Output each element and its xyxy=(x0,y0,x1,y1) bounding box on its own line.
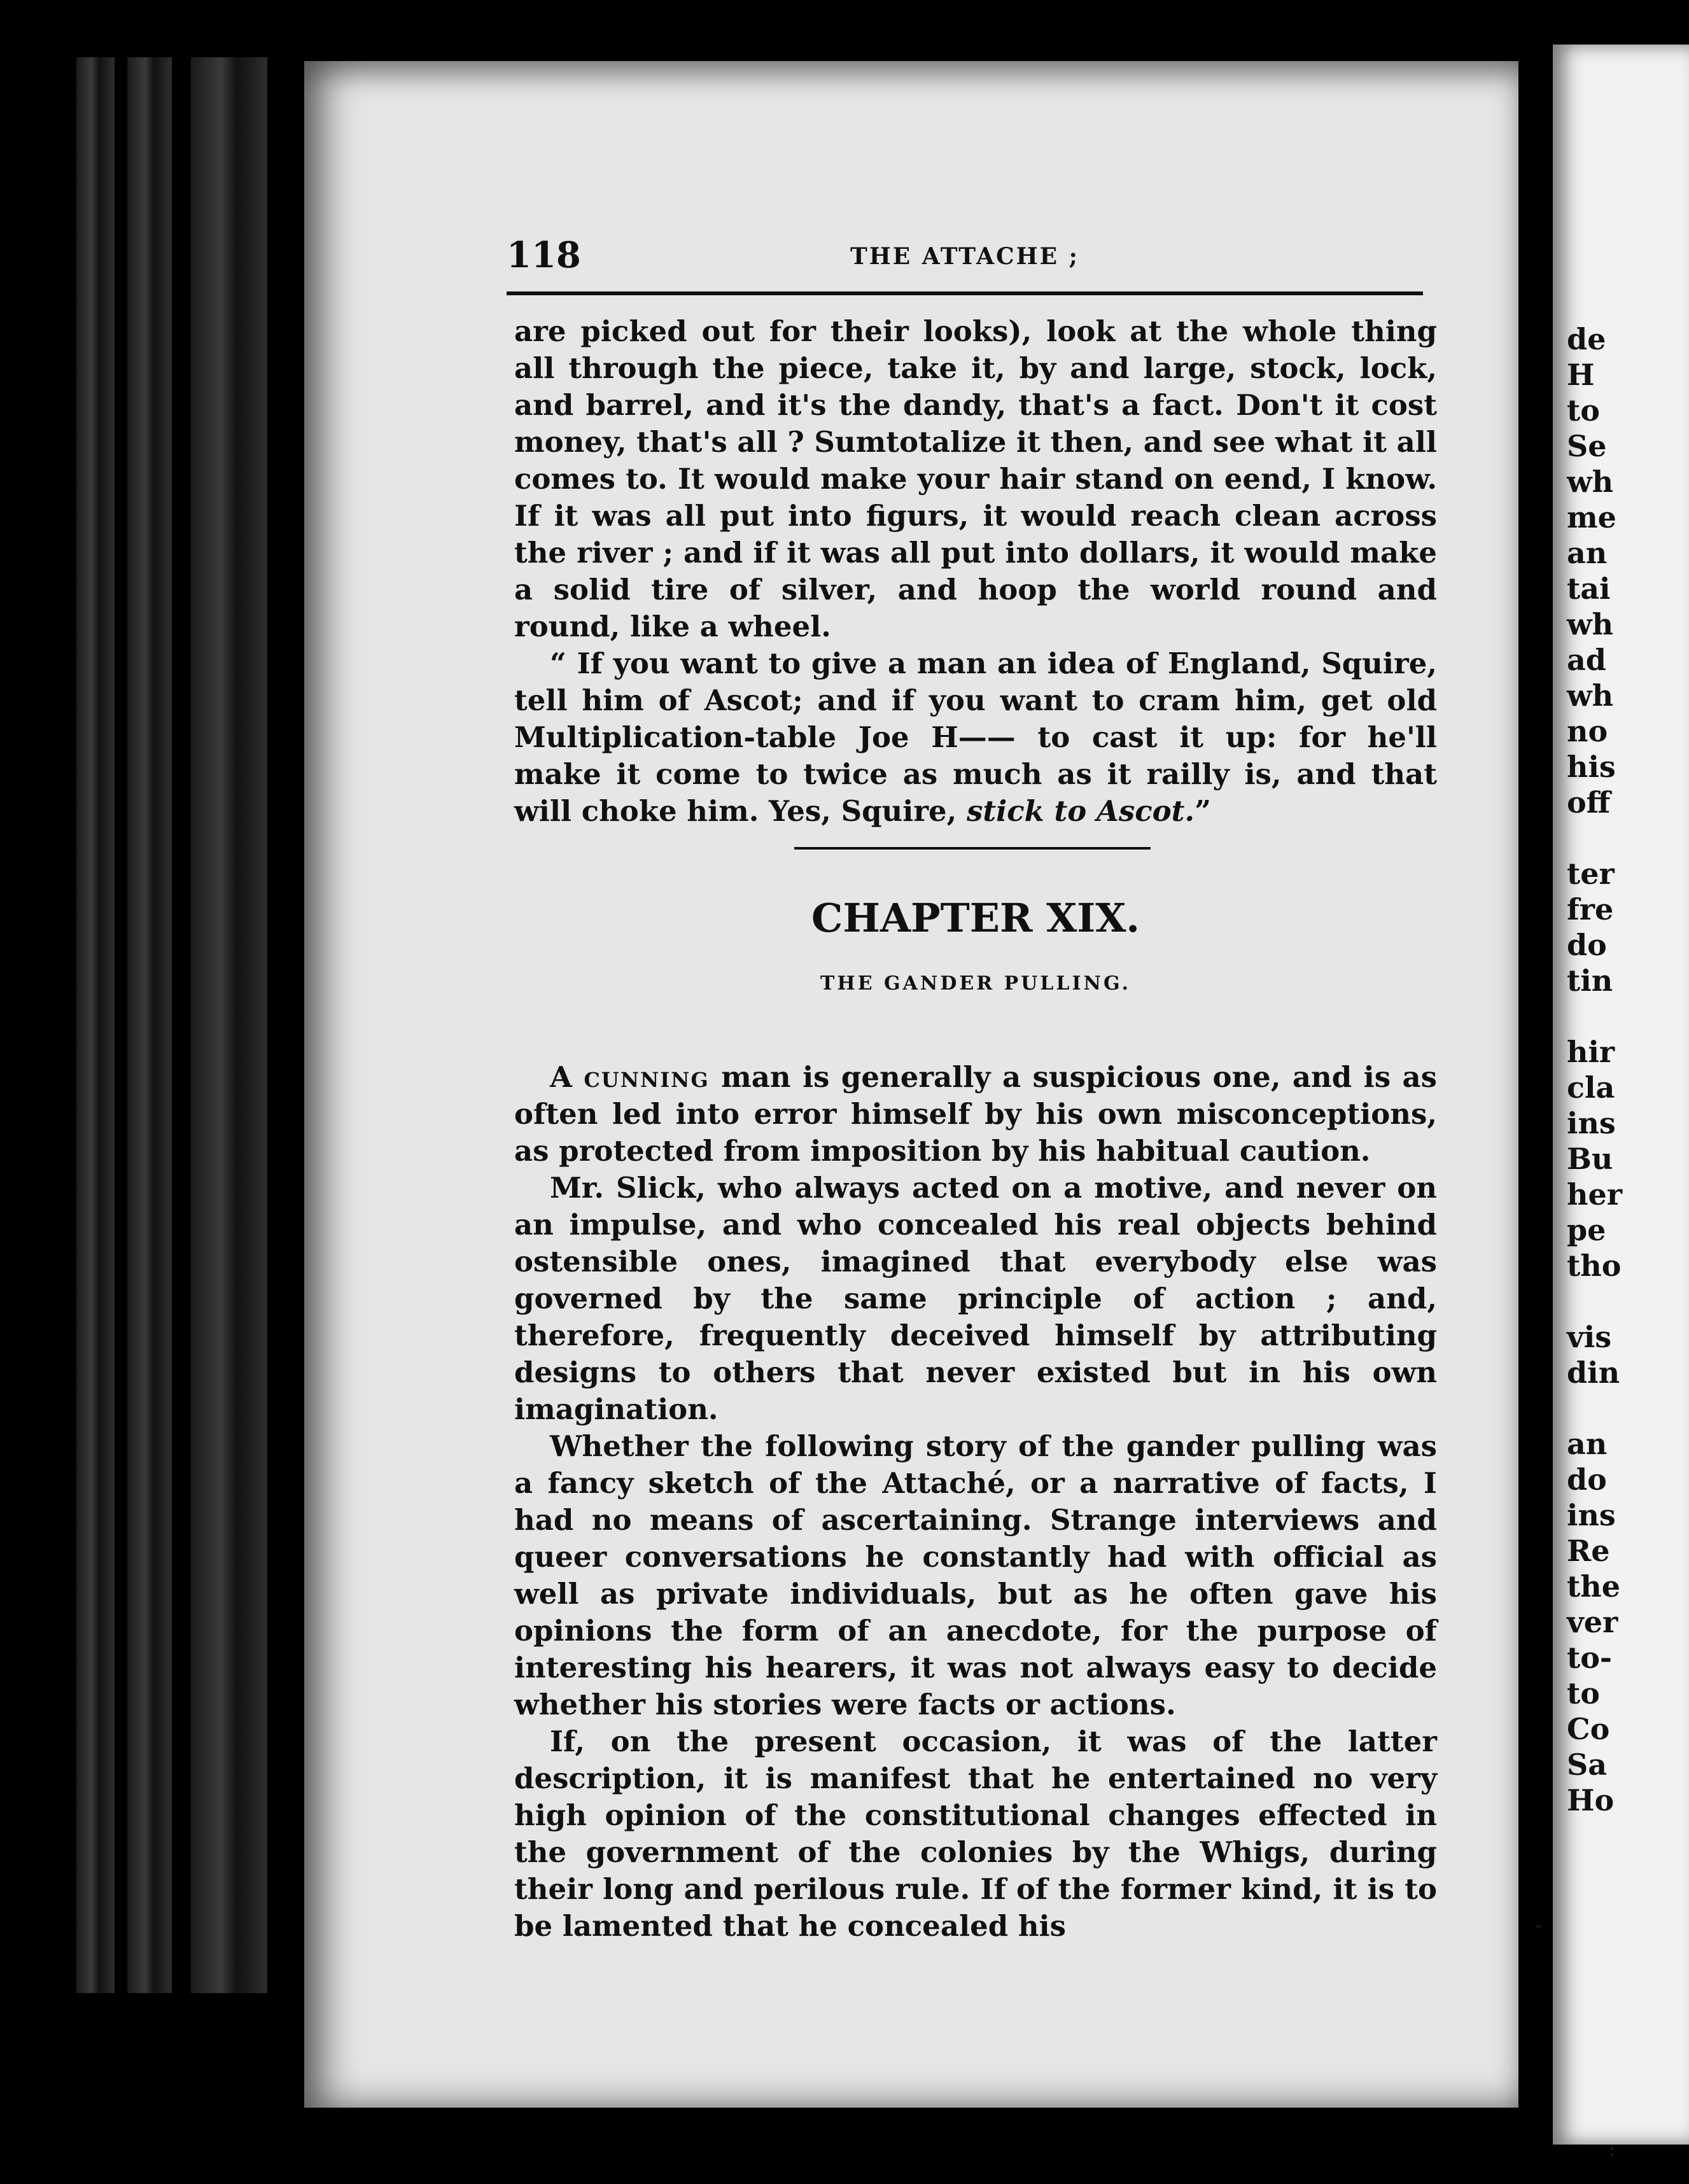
paragraph-text: A xyxy=(550,1060,584,1094)
facing-page-fragment: ter xyxy=(1567,857,1615,891)
chapter-body xyxy=(514,1059,1437,1945)
facing-page-fragment: to xyxy=(1567,393,1600,428)
paragraph xyxy=(514,1059,1437,1170)
facing-page-fragment: the xyxy=(1567,1569,1620,1604)
facing-page-fragment: to xyxy=(1567,1676,1600,1711)
facing-page-fragment: Bu xyxy=(1567,1142,1613,1176)
scan-speck: ″ xyxy=(1535,1922,1543,1944)
facing-page-fragment: do xyxy=(1567,928,1607,962)
book-page xyxy=(304,61,1518,2108)
facing-page-fragment: Sa xyxy=(1567,1747,1608,1782)
page-edge-band xyxy=(76,57,115,1993)
facing-page-fragment: hir xyxy=(1567,1035,1615,1069)
facing-page-fragment: ins xyxy=(1567,1106,1616,1140)
paragraph-text: “ If you want to give a man an idea of England, Squire, tell him of Ascot; and if you want to cram him, get old Multiplication-table Joe H—— to cast it up: for he'll make it come to twice as much as it railly is, and that will choke him. Yes, Squire, xyxy=(514,647,1437,828)
running-title: THE ATTACHE ; xyxy=(850,243,1079,270)
facing-page-fragment: an xyxy=(1567,536,1608,570)
facing-page-fragment: an xyxy=(1567,1427,1608,1461)
facing-page-fragment: ad xyxy=(1567,643,1606,677)
facing-page-fragment: din xyxy=(1567,1355,1620,1390)
facing-page-fragment: to- xyxy=(1567,1641,1613,1675)
chapter-subtitle: THE GANDER PULLING. xyxy=(820,972,1131,995)
facing-page-fragment: tho xyxy=(1567,1249,1622,1283)
facing-page-fragment: his xyxy=(1567,750,1616,784)
facing-page-fragment: tin xyxy=(1567,963,1613,998)
facing-page-fragment: Se xyxy=(1567,429,1607,463)
facing-page-fragment: cla xyxy=(1567,1070,1615,1105)
facing-page-fragment: Re xyxy=(1567,1534,1610,1568)
facing-page-fragment: ver xyxy=(1567,1605,1618,1639)
facing-page-fragment: me xyxy=(1567,500,1616,535)
paragraph xyxy=(514,645,1437,830)
paragraph: Whether the following story of the gander pulling was a fancy sketch of the Attaché, or a narrative of facts, I had no means of ascertaining. Strange interviews and queer conversations he constantly had with official as well as private individuals, but as he often gave his opinions the form of an anecdote, for the purpose of interesting his hearers, it was not always easy to decide whether his stories were facts or actions. xyxy=(514,1429,1437,1721)
page-edge-band xyxy=(127,57,172,1993)
italic-phrase: stick to Ascot. xyxy=(967,794,1195,828)
facing-page-fragment: H xyxy=(1567,358,1595,392)
page-number: 118 xyxy=(507,234,581,276)
facing-page-fragment: off xyxy=(1567,785,1611,820)
page-header xyxy=(507,234,1493,279)
header-rule xyxy=(507,291,1423,295)
scan-speck: : xyxy=(1609,2138,1616,2160)
closing-quote: ” xyxy=(1195,794,1211,828)
paragraph: Mr. Slick, who always acted on a motive, and never on an impulse, and who concealed his real objects behind ostensible ones, imagined that everybody else was governed by the same principle of action ; and, therefore, frequently deceived himself by attributing designs to others that never existed but in his own imagination. xyxy=(514,1171,1437,1426)
facing-page-fragment: no xyxy=(1567,714,1608,748)
facing-page-fragment: wh xyxy=(1567,607,1614,641)
facing-page-fragment: fre xyxy=(1567,892,1614,927)
chapter-title: CHAPTER XIX. xyxy=(811,895,1140,941)
facing-page-fragment: wh xyxy=(1567,678,1614,713)
facing-page-fragment: her xyxy=(1567,1177,1622,1212)
facing-page-fragment: Co xyxy=(1567,1712,1610,1746)
continued-text xyxy=(514,313,1437,830)
section-rule xyxy=(794,847,1151,850)
facing-page-fragment: de xyxy=(1567,322,1606,356)
paragraph: If, on the present occasion, it was of the latter description, it is manifest that he entertained no very high opinion of the constitutional changes effected in the government of the colonies by the Whigs, during their long and perilous rule. If of the former kind, it is to be lamented that he concealed his xyxy=(514,1725,1437,1943)
facing-page-fragment: wh xyxy=(1567,465,1614,499)
facing-page-fragment: ins xyxy=(1567,1498,1616,1532)
facing-page-fragment: Ho xyxy=(1567,1783,1615,1817)
facing-page-fragment: pe xyxy=(1567,1213,1606,1247)
facing-page xyxy=(1553,45,1689,2145)
paragraph-text: man is generally a suspicious one, and is as often led into error himself by his own misconceptions, as protected from imposition by his habitual caution. xyxy=(514,1060,1437,1168)
smallcaps-word: cunning xyxy=(584,1060,710,1094)
paragraph: are picked out for their looks), look at the whole thing all through the piece, take it, by and large, stock, lock, and barrel, and it's the dandy, that's a fact. Don't it cost money, that's all ? Sumtotalize it then, and see what it all comes to. It would make your hair stand on eend, I know. If it was all put into figurs, it would reach clean across the river ; and if it was all put into dollars, it would make a solid tire of silver, and hoop the world round and round, like a wheel. xyxy=(514,314,1437,643)
facing-page-fragment: do xyxy=(1567,1462,1607,1497)
facing-page-fragment: vis xyxy=(1567,1320,1612,1354)
page-edge-band xyxy=(191,57,267,1993)
facing-page-fragment: tai xyxy=(1567,571,1611,606)
